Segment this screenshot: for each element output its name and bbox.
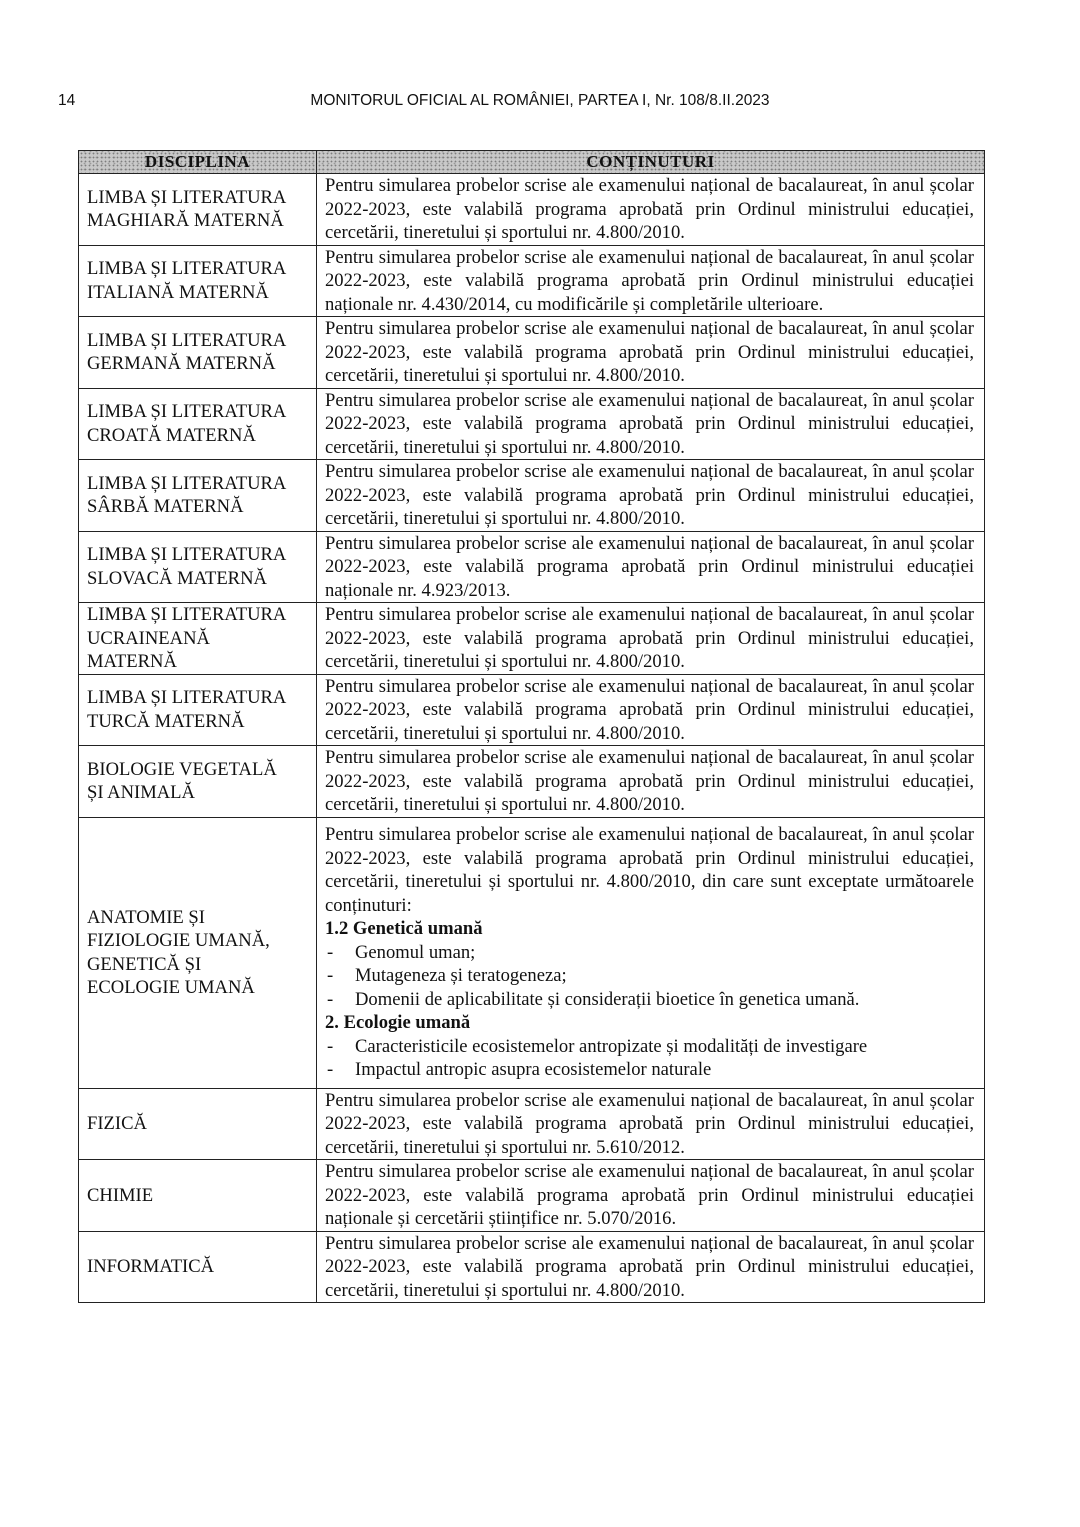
discipline-line: LIMBA ȘI LITERATURA	[87, 544, 287, 566]
content-text: Pentru simularea probelor scrise ale examenului național de bacalaureat, în anul școlar 2022-2023, este valabilă programa aprobată prin Ordinul ministrului educației, cercetării, tineretului și sportului nr. 4.800/2010.	[325, 604, 974, 672]
table-row	[79, 388, 985, 460]
content-cell	[317, 388, 985, 460]
discipline-line: FIZIOLOGIE UMANĂ,	[87, 930, 270, 951]
discipline-line: SLOVACĂ MATERNĂ	[87, 567, 267, 589]
discipline-line: FIZICĂ	[87, 1113, 147, 1134]
content-text: Pentru simularea probelor scrise ale examenului național de bacalaureat, în anul școlar 2022-2023, este valabilă programa aprobată prin Ordinul ministrului educației, cercetării, tineretului și sportului nr. 4.800/2010.	[325, 461, 974, 529]
content-text: Pentru simularea probelor scrise ale examenului național de bacalaureat, în anul școlar 2022-2023, este valabilă programa aprobată prin Ordinul ministrului educației, cercetării, tineretului și sportului nr. 4.800/2010.	[325, 389, 974, 458]
table-row	[79, 460, 985, 532]
content-text: Pentru simularea probelor scrise ale examenului național de bacalaureat, în anul școlar 2022-2023, este valabilă programa aprobată prin Ordinul ministrului educației, cercetării, tineretului și sportului nr. 4.800/2010.	[325, 675, 974, 744]
discipline-cell	[79, 1231, 317, 1303]
dash-bullet: -	[327, 941, 334, 963]
list-item	[325, 941, 974, 965]
table-row	[79, 317, 985, 389]
list-item	[325, 964, 974, 988]
discipline-line: LIMBA ȘI LITERATURA	[87, 472, 287, 494]
discipline-cell	[79, 1088, 317, 1160]
content-cell	[317, 531, 985, 603]
discipline-line: INFORMATICĂ	[87, 1256, 215, 1277]
table-row	[79, 245, 985, 317]
content-cell	[317, 460, 985, 532]
content-text: Pentru simularea probelor scrise ale examenului național de bacalaureat, în anul școlar 2022-2023, este valabilă programa aprobată prin Ordinul ministrului educației, cercetării, tineretului și sportului nr. 4.800/2010, din care sunt exceptate următoarele conținuturi:	[325, 824, 974, 916]
page-number: 14	[58, 92, 76, 109]
discipline-line: UCRAINEANĂ	[87, 627, 210, 649]
discipline-line: CHIMIE	[87, 1184, 154, 1206]
content-cell	[317, 1231, 985, 1303]
discipline-line: TURCĂ MATERNĂ	[87, 710, 245, 732]
content-cell	[317, 674, 985, 746]
list-item-text: Caracteristicile ecosistemelor antropizate și modalități de investigare	[355, 1035, 868, 1057]
section-heading-ecology: 2. Ecologie umană	[325, 1012, 471, 1034]
dash-bullet: -	[327, 1059, 334, 1081]
discipline-cell	[79, 531, 317, 603]
discipline-line: LIMBA ȘI LITERATURA	[87, 258, 287, 280]
genetics-topic-list	[325, 941, 974, 1012]
discipline-cell	[79, 317, 317, 389]
list-item	[325, 1035, 974, 1059]
discipline-cell	[79, 1160, 317, 1232]
discipline-line: MATERNĂ	[87, 651, 177, 672]
content-cell	[317, 245, 985, 317]
discipline-cell	[79, 746, 317, 818]
list-item-text: Genomul uman;	[355, 941, 476, 963]
disciplines-table	[78, 150, 985, 1303]
list-item-text: Mutageneza și teratogeneza;	[355, 965, 567, 987]
discipline-cell	[79, 817, 317, 1088]
discipline-cell	[79, 245, 317, 317]
content-text: Pentru simularea probelor scrise ale examenului național de bacalaureat, în anul școlar 2022-2023, este valabilă programa aprobată prin Ordinul ministrului educației naționale și cercetării științifice nr. 5.070/2016.	[325, 1161, 974, 1229]
table-row	[79, 746, 985, 818]
list-item	[325, 1058, 974, 1082]
discipline-cell	[79, 603, 317, 675]
discipline-line: LIMBA ȘI LITERATURA	[87, 186, 287, 208]
discipline-line: CROATĂ MATERNĂ	[87, 424, 256, 446]
discipline-line: ANATOMIE ȘI	[87, 906, 205, 928]
content-text: Pentru simularea probelor scrise ale examenului național de bacalaureat, în anul școlar 2022-2023, este valabilă programa aprobată prin Ordinul ministrului educației, cercetării, tineretului și sportului nr. 4.800/2010.	[325, 318, 974, 386]
header-content: CONȚINUTURI	[317, 151, 985, 174]
table-row	[79, 1160, 985, 1232]
discipline-line: LIMBA ȘI LITERATURA	[87, 401, 287, 423]
dash-bullet: -	[327, 1035, 334, 1057]
dash-bullet: -	[327, 965, 334, 987]
discipline-cell	[79, 388, 317, 460]
discipline-cell	[79, 674, 317, 746]
content-cell	[317, 317, 985, 389]
list-item-text: Domenii de aplicabilitate și considerații bioetice în genetica umană.	[355, 988, 860, 1010]
content-cell	[317, 603, 985, 675]
content-cell	[317, 1160, 985, 1232]
content-cell	[317, 746, 985, 818]
discipline-line: ECOLOGIE UMANĂ	[87, 977, 255, 998]
table-row	[79, 174, 985, 246]
table-row	[79, 1231, 985, 1303]
publication-title: MONITORUL OFICIAL AL ROMÂNIEI, PARTEA I, Nr. 108/8.II.2023	[310, 92, 770, 109]
discipline-cell	[79, 460, 317, 532]
table-row	[79, 674, 985, 746]
content-text: Pentru simularea probelor scrise ale examenului național de bacalaureat, în anul școlar 2022-2023, este valabilă programa aprobată prin Ordinul ministrului educației, cercetării, tineretului și sportului nr. 4.800/2010.	[325, 747, 974, 815]
table-row	[79, 817, 985, 1088]
content-text: Pentru simularea probelor scrise ale examenului național de bacalaureat, în anul școlar 2022-2023, este valabilă programa aprobată prin Ordinul ministrului educației naționale nr. 4.923/2013.	[325, 532, 974, 601]
page-header	[58, 92, 1022, 116]
content-text: Pentru simularea probelor scrise ale examenului național de bacalaureat, în anul școlar 2022-2023, este valabilă programa aprobată prin Ordinul ministrului educației, cercetării, tineretului și sportului nr. 4.800/2010.	[325, 1232, 974, 1301]
discipline-line: LIMBA ȘI LITERATURA	[87, 604, 287, 625]
discipline-line: GENETICĂ ȘI	[87, 953, 202, 975]
content-text: Pentru simularea probelor scrise ale examenului național de bacalaureat, în anul școlar 2022-2023, este valabilă programa aprobată prin Ordinul ministrului educației naționale nr. 4.430/2014, cu modificările și completările ulterioare.	[325, 246, 974, 315]
list-item-text: Impactul antropic asupra ecosistemelor naturale	[355, 1059, 712, 1081]
discipline-line: LIMBA ȘI LITERATURA	[87, 687, 287, 709]
ecology-topic-list	[325, 1035, 974, 1082]
table-header-row	[79, 151, 985, 174]
content-cell	[317, 1088, 985, 1160]
section-heading-genetics: 1.2 Genetică umană	[325, 918, 483, 940]
discipline-line: LIMBA ȘI LITERATURA	[87, 329, 287, 351]
header-discipline: DISCIPLINA	[79, 151, 317, 174]
discipline-line: ITALIANĂ MATERNĂ	[87, 281, 269, 303]
discipline-line: MAGHIARĂ MATERNĂ	[87, 210, 284, 232]
discipline-line: SÂRBĂ MATERNĂ	[87, 496, 244, 518]
content-text: Pentru simularea probelor scrise ale examenului național de bacalaureat, în anul școlar 2022-2023, este valabilă programa aprobată prin Ordinul ministrului educației, cercetării, tineretului și sportului nr. 5.610/2012.	[325, 1089, 974, 1158]
discipline-line: GERMANĂ MATERNĂ	[87, 353, 276, 375]
discipline-line: ȘI ANIMALĂ	[87, 782, 195, 804]
table-row	[79, 531, 985, 603]
content-cell	[317, 174, 985, 246]
list-item	[325, 988, 974, 1012]
table-row	[79, 603, 985, 675]
discipline-line: BIOLOGIE VEGETALĂ	[87, 758, 277, 780]
table-row	[79, 1088, 985, 1160]
dash-bullet: -	[327, 988, 334, 1010]
content-cell	[317, 817, 985, 1088]
content-text: Pentru simularea probelor scrise ale examenului național de bacalaureat, în anul școlar 2022-2023, este valabilă programa aprobată prin Ordinul ministrului educației, cercetării, tineretului și sportului nr. 4.800/2010.	[325, 175, 974, 243]
discipline-cell	[79, 174, 317, 246]
